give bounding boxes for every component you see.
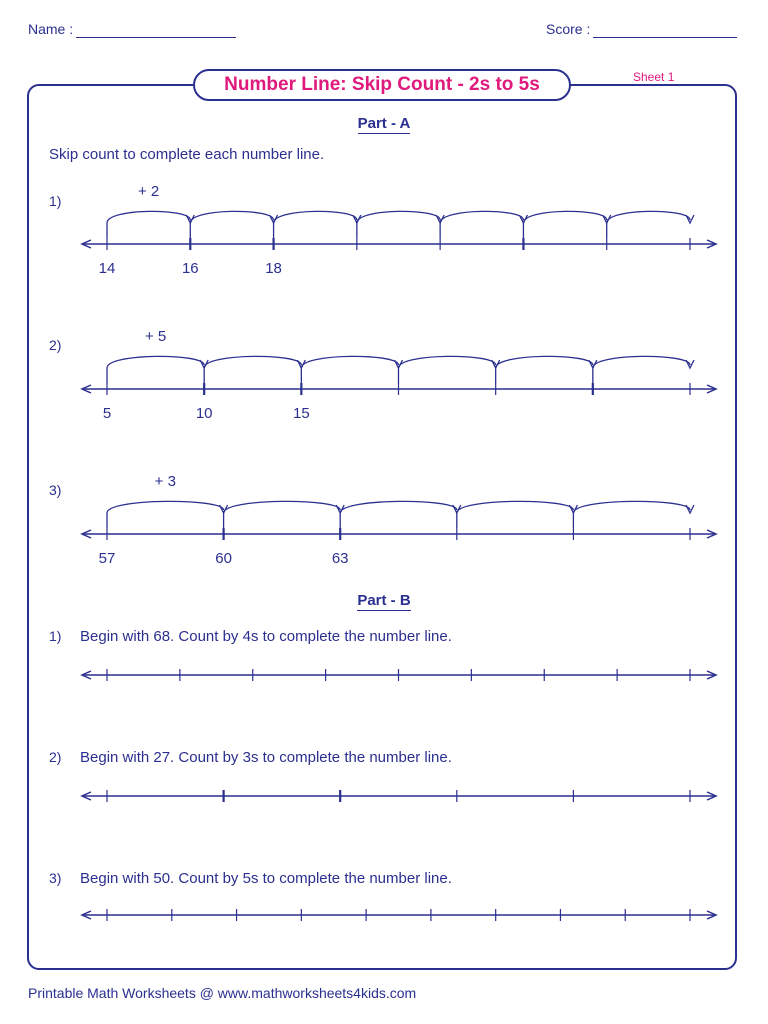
skip-arc xyxy=(440,211,523,238)
part-b-question-text: Begin with 27. Count by 3s to complete the number line. xyxy=(80,749,452,766)
step-label: + 2 xyxy=(138,183,160,200)
part-b-question-text: Begin with 50. Count by 5s to complete the number line. xyxy=(80,870,452,887)
skip-arc xyxy=(457,501,574,528)
number-line-label: 10 xyxy=(195,405,213,422)
part-b-question-text: Begin with 68. Count by 4s to complete the number line. xyxy=(80,628,452,645)
number-line-label: 15 xyxy=(292,405,310,422)
score-label: Score : xyxy=(546,21,591,37)
step-label: + 5 xyxy=(144,328,167,345)
number-line-label: 5 xyxy=(102,405,112,422)
number-line-label: 14 xyxy=(98,260,116,277)
part-a-question-number: 3) xyxy=(49,482,62,498)
step-label: + 3 xyxy=(154,473,176,490)
skip-arc xyxy=(107,356,204,383)
part-b-question-number: 3) xyxy=(49,870,62,886)
number-line-label: 16 xyxy=(181,260,199,277)
skip-arc xyxy=(301,356,398,383)
number-line-label: 60 xyxy=(215,550,232,567)
worksheet-title: Number Line: Skip Count - 2s to 5s xyxy=(193,69,571,101)
skip-arc xyxy=(357,211,440,238)
skip-arc xyxy=(593,356,690,383)
skip-arc xyxy=(107,501,224,528)
instructions: Skip count to complete each number line. xyxy=(49,146,325,163)
skip-arc xyxy=(190,211,273,238)
footer-credit: Printable Math Worksheets @ www.mathworksheets4kids.com xyxy=(28,985,417,1001)
skip-arc xyxy=(573,501,690,528)
sheet-label: Sheet 1 xyxy=(633,70,675,84)
part-a-question-number: 1) xyxy=(49,193,62,209)
name-label: Name : xyxy=(28,21,74,37)
skip-arc xyxy=(607,211,690,238)
skip-arc xyxy=(204,356,301,383)
skip-arc xyxy=(496,356,593,383)
skip-arc xyxy=(107,211,190,238)
part-b-title: Part - B xyxy=(357,592,411,609)
part-b-question-number: 1) xyxy=(49,628,62,644)
skip-arc xyxy=(274,211,357,238)
number-line-label: 63 xyxy=(331,550,349,567)
part-a-title: Part - A xyxy=(357,115,411,132)
skip-arc xyxy=(399,356,496,383)
part-a-question-number: 2) xyxy=(49,337,62,353)
skip-arc xyxy=(523,211,606,238)
skip-arc xyxy=(224,501,341,528)
part-b-question-number: 2) xyxy=(49,749,62,765)
number-line-label: 18 xyxy=(265,260,282,277)
skip-arc xyxy=(340,501,457,528)
number-line-label: 57 xyxy=(98,550,116,567)
